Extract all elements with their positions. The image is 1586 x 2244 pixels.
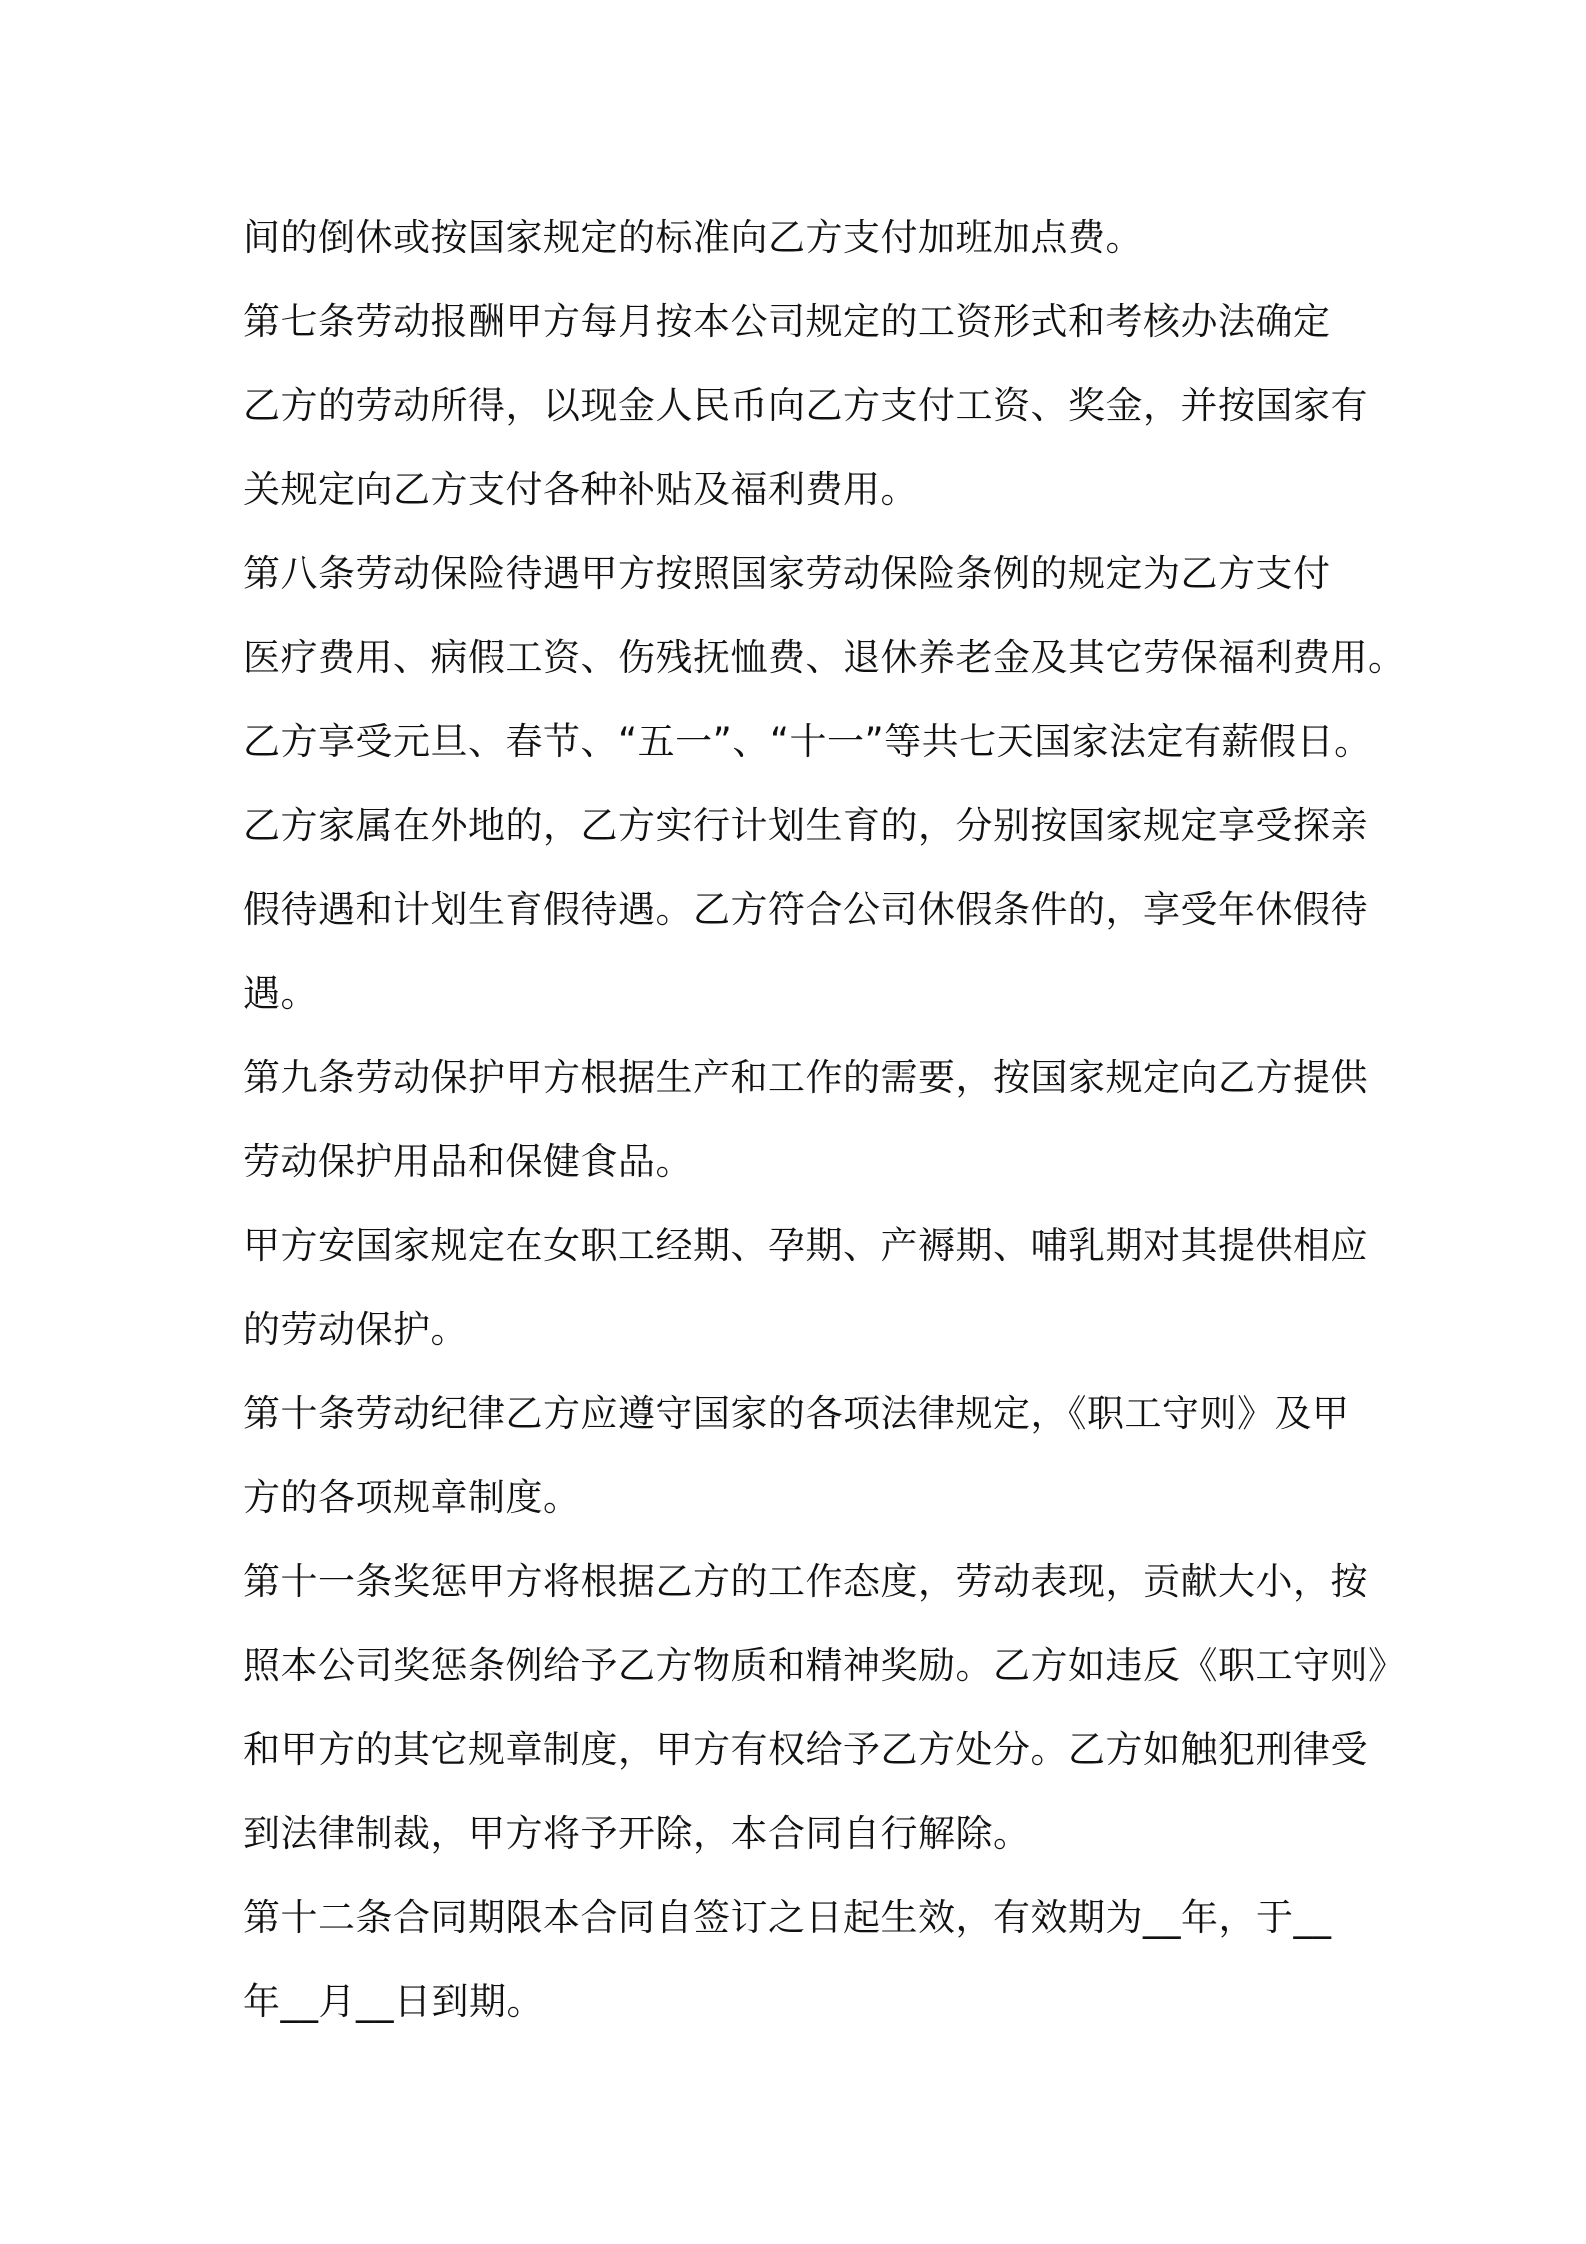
text-line: 年__月__日到期。 bbox=[243, 1980, 544, 2023]
text-line: 假待遇和计划生育假待遇。乙方符合公司休假条件的，享受年休假待 bbox=[243, 888, 1368, 931]
text-line: 医疗费用、病假工资、伤残抚恤费、退休养老金及其它劳保福利费用。 bbox=[243, 636, 1406, 679]
text-line: 遇。 bbox=[243, 972, 318, 1015]
text-line: 乙方的劳动所得，以现金人民币向乙方支付工资、奖金，并按国家有 bbox=[243, 384, 1368, 427]
text-line: 间的倒休或按国家规定的标准向乙方支付加班加点费。 bbox=[243, 216, 1143, 259]
contract-text bbox=[243, 196, 1406, 2044]
text-line: 甲方安国家规定在女职工经期、孕期、产褥期、哺乳期对其提供相应 bbox=[243, 1224, 1368, 1267]
text-line: 和甲方的其它规章制度，甲方有权给予乙方处分。乙方如触犯刑律受 bbox=[243, 1728, 1368, 1771]
text-line: 劳动保护用品和保健食品。 bbox=[243, 1140, 693, 1183]
text-line: 第八条劳动保险待遇甲方按照国家劳动保险条例的规定为乙方支付 bbox=[243, 552, 1331, 595]
text-line: 乙方家属在外地的，乙方实行计划生育的，分别按国家规定享受探亲 bbox=[243, 804, 1368, 847]
text-line: 第十一条奖惩甲方将根据乙方的工作态度，劳动表现，贡献大小，按 bbox=[243, 1560, 1368, 1603]
text-line: 的劳动保护。 bbox=[243, 1308, 468, 1351]
text-line: 到法律制裁，甲方将予开除，本合同自行解除。 bbox=[243, 1812, 1031, 1855]
text-line: 照本公司奖惩条例给予乙方物质和精神奖励。乙方如违反《职工守则》 bbox=[243, 1644, 1406, 1687]
text-line: 乙方享受元旦、春节、“五一”、“十一”等共七天国家法定有薪假日。 bbox=[243, 720, 1372, 763]
text-line: 第九条劳动保护甲方根据生产和工作的需要，按国家规定向乙方提供 bbox=[243, 1056, 1368, 1099]
text-line: 第七条劳动报酬甲方每月按本公司规定的工资形式和考核办法确定 bbox=[243, 300, 1331, 343]
text-line: 第十条劳动纪律乙方应遵守国家的各项法律规定，《职工守则》及甲 bbox=[243, 1392, 1350, 1435]
text-line: 第十二条合同期限本合同自签订之日起生效，有效期为__年，于__ bbox=[243, 1896, 1332, 1939]
text-line: 关规定向乙方支付各种补贴及福利费用。 bbox=[243, 468, 918, 511]
text-line: 方的各项规章制度。 bbox=[243, 1476, 581, 1519]
